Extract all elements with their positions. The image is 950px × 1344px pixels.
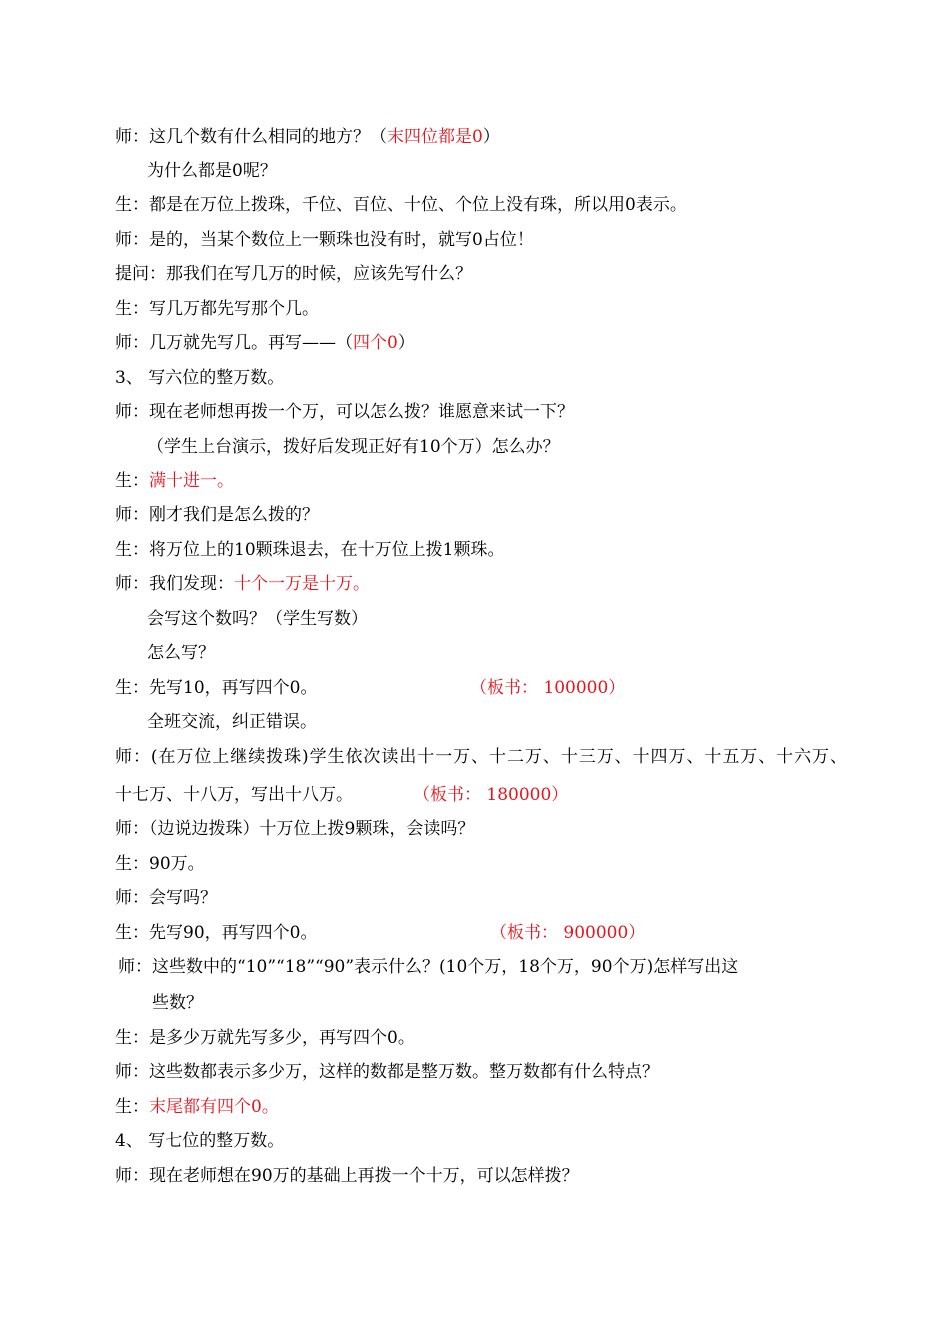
text-line: 生：写几万都先写那个几。 [115,299,319,319]
text-line: 生：都是在万位上拨珠，千位、百位、十位、个位上没有珠，所以用0表示。 [115,195,687,215]
text-line: 生：90万。 [115,854,205,874]
highlight-answer: 十个一万是十万。 [234,574,370,594]
highlight-answer: 末四位都是0 [387,127,483,147]
text-line: 生：是多少万就先写多少，再写四个0。 [115,1028,415,1048]
text-line: 师：这些数都表示多少万，这样的数都是整万数。整万数都有什么特点？ [115,1062,659,1082]
text-line: 会写这个数吗？（学生写数） [147,609,368,629]
text-line: 师：(在万位上继续拨珠)学生依次读出十一万、十二万、十三万、十四万、十五万、十六万、 [115,747,847,767]
text-line: 师：刚才我们是怎么拨的？ [115,505,319,525]
text-line: 提问：那我们在写几万的时候，应该先写什么？ [115,264,472,284]
text-line: 师：几万就先写几。再写——（四个0） [115,333,415,353]
text-line: 全班交流，纠正错误。 [147,712,317,732]
highlight-answer: 末尾都有四个0。 [149,1097,279,1117]
text-line: 生：先写90，再写四个0。 （板书： 900000） [115,918,845,948]
text-line: 为什么都是0呢？ [147,161,277,181]
text-line: 生：将万位上的10颗珠退去，在十万位上拨1颗珠。 [115,540,505,560]
board-note: （板书： 900000） [490,923,646,943]
text-line: 师：现在老师想在90万的基础上再拨一个十万，可以怎样拨？ [115,1166,579,1186]
text-line: 些数？ [152,993,203,1013]
text-line: 师：会写吗？ [115,888,217,908]
text-line: 生：先写10，再写四个0。 （板书： 100000） [115,673,845,703]
text-line: （学生上台演示，拨好后发现正好有10个万）怎么办？ [147,437,560,457]
section-heading: 4、 写七位的整万数。 [115,1131,285,1151]
text-line: 生：满十进一。 [115,471,234,491]
text-line: 师：（边说边拨珠）十万位上拨9颗珠，会读吗？ [115,819,475,839]
text-line: 师：这几个数有什么相同的地方？（末四位都是0） [115,127,500,147]
highlight-answer: 四个0 [353,333,398,353]
text-line: 师：这些数中的“10”“18”“90”表示什么？(10个万，18个万，90个万)怎样写出这 [118,957,739,977]
text-line: 生：末尾都有四个0。 [115,1097,279,1117]
section-heading: 3、 写六位的整万数。 [115,368,285,388]
text-line: 怎么写？ [147,643,215,663]
board-note: （板书： 180000） [413,785,569,805]
text-line: 师：现在老师想再拨一个万，可以怎么拨？谁愿意来试一下？ [115,402,574,422]
board-note: （板书： 100000） [470,678,626,698]
text-line: 十七万、十八万，写出十八万。 （板书： 180000） [115,780,845,810]
text-line: 师：是的，当某个数位上一颗珠也没有时，就写0占位！ [115,230,534,250]
highlight-answer: 满十进一。 [149,471,234,491]
text-line: 师：我们发现：十个一万是十万。 [115,574,370,594]
